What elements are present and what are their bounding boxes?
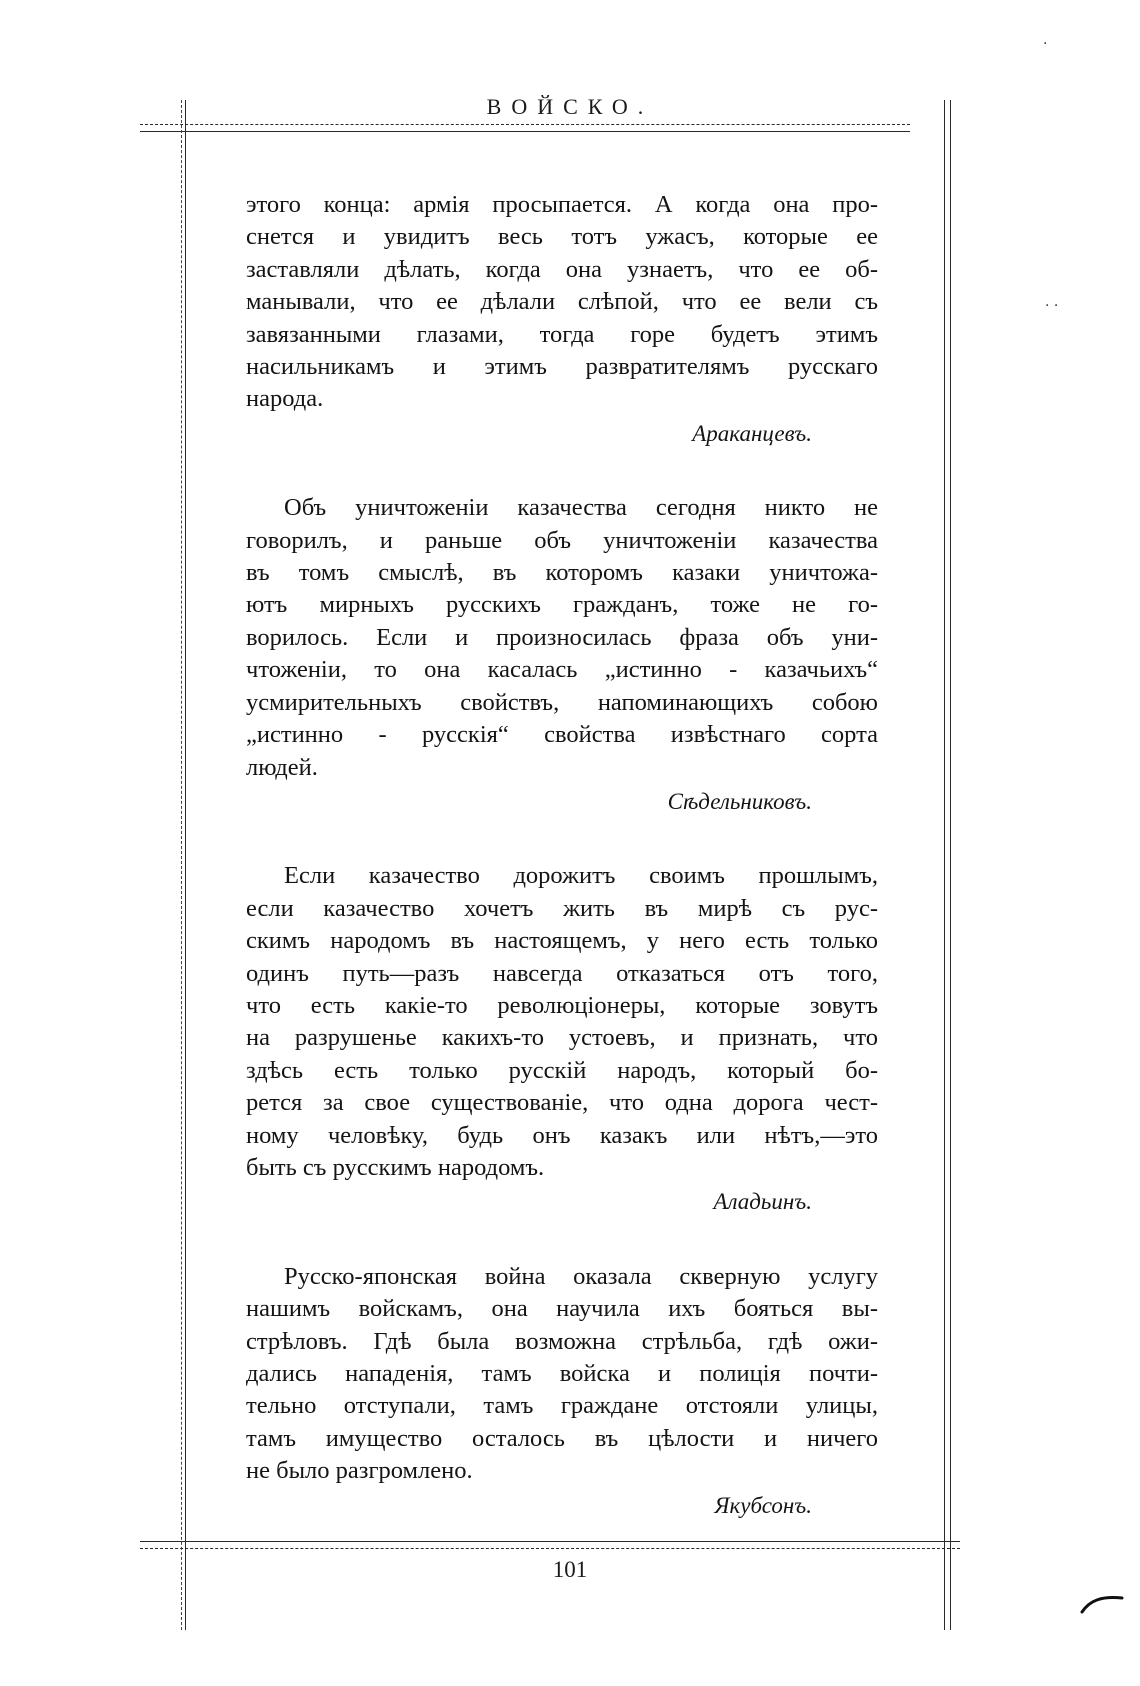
scan-speck-mark: · <box>1043 36 1048 52</box>
frame-right-rule-2 <box>950 100 951 1630</box>
text-line: если казачество хочетъ жить въ мирѣ съ рус- <box>246 894 878 922</box>
text-line: людей. <box>246 753 318 781</box>
text-line: чтоженіи, то она касалась „истинно - казачьихъ“ <box>246 656 878 684</box>
text-line: ному человѣку, будь онъ казакъ или нѣтъ,—это <box>246 1121 878 1149</box>
text-line: насильникамъ и этимъ развратителямъ русскаго <box>246 353 878 381</box>
scan-speck-mark: · · <box>1045 298 1059 314</box>
text-line: не было разгромлено. <box>246 1457 473 1485</box>
page-body <box>246 189 878 1522</box>
text-line: тельно отступали, тамъ граждане отстояли улицы, <box>246 1392 878 1420</box>
text-line: снется и увидитъ весь тотъ ужасъ, которые ее <box>246 223 878 251</box>
frame-left-rule-2 <box>185 100 186 1630</box>
scan-pen-mark <box>1080 1594 1124 1614</box>
text-line: народа. <box>246 385 324 413</box>
frame-bottom-rule-2 <box>140 1548 960 1549</box>
frame-bottom-rule-1 <box>140 1541 960 1542</box>
page-number: 101 <box>552 1557 588 1582</box>
text-line: ворилось. Если и произносилась фраза объ уни- <box>246 623 878 651</box>
text-line: скимъ народомъ въ настоящемъ, у него есть только <box>246 927 878 955</box>
text-line: одинъ путь—разъ навсегда отказаться отъ того, <box>246 959 878 987</box>
text-line: усмирительныхъ свойствъ, напоминающихъ собою <box>246 688 878 716</box>
paragraph-2 <box>246 492 878 818</box>
text-line: дались нападенія, тамъ войска и полиція почти- <box>246 1360 878 1387</box>
text-line: стрѣловъ. Гдѣ была возможна стрѣльба, гдѣ ожи- <box>246 1327 878 1355</box>
frame-top-rule-1 <box>140 124 910 125</box>
signature: Сѣдельниковъ. <box>667 788 812 814</box>
text-line: ютъ мирныхъ русскихъ гражданъ, тоже не го- <box>246 591 878 619</box>
text-line: тамъ имущество осталось въ цѣлости и ничего <box>246 1424 878 1452</box>
text-line: Русско-японская война оказала скверную услугу <box>284 1262 878 1290</box>
text-line: на разрушенье какихъ-то устоевъ, и признать, что <box>246 1024 878 1052</box>
text-line: этого конца: армія просыпается. А когда она про- <box>246 191 878 218</box>
signature: Аладьинъ. <box>713 1189 812 1215</box>
text-line: заставляли дѣлать, когда она узнаетъ, что ее об- <box>246 255 878 283</box>
signature: Якубсонъ. <box>714 1492 812 1518</box>
text-line: здѣсь есть только русскій народъ, который бо- <box>246 1056 878 1084</box>
text-line: Если казачество дорожитъ своимъ прошлымъ, <box>284 862 878 890</box>
frame-left-rule-1 <box>181 100 182 1630</box>
text-line: манывали, что ее дѣлали слѣпой, что ее вели съ <box>246 288 878 316</box>
text-line: говорилъ, и раньше объ уничтоженіи казачества <box>246 526 878 554</box>
text-line: „истинно - русскія“ свойства извѣстнаго сорта <box>246 721 878 749</box>
text-line: въ томъ смыслѣ, въ которомъ казаки уничтожа- <box>246 559 878 587</box>
paragraph-1 <box>246 189 878 450</box>
frame-right-rule-1 <box>944 100 945 1630</box>
text-line: Объ уничтоженіи казачества сегодня никто не <box>284 494 878 522</box>
frame-top-rule-2 <box>140 131 910 132</box>
text-line: рется за свое существованіе, что одна дорога чест- <box>246 1089 878 1117</box>
paragraph-4 <box>246 1261 878 1522</box>
text-line: что есть какіе-то революціонеры, которые зовутъ <box>246 991 878 1019</box>
text-line: быть съ русскимъ народомъ. <box>246 1153 545 1181</box>
signature: Араканцевъ. <box>692 420 812 446</box>
text-line: нашимъ войскамъ, она научила ихъ бояться вы- <box>246 1295 878 1323</box>
running-header: ВОЙСКО. <box>486 94 654 119</box>
text-line: завязанными глазами, тогда горе будетъ этимъ <box>246 320 878 348</box>
paragraph-3 <box>246 860 878 1218</box>
